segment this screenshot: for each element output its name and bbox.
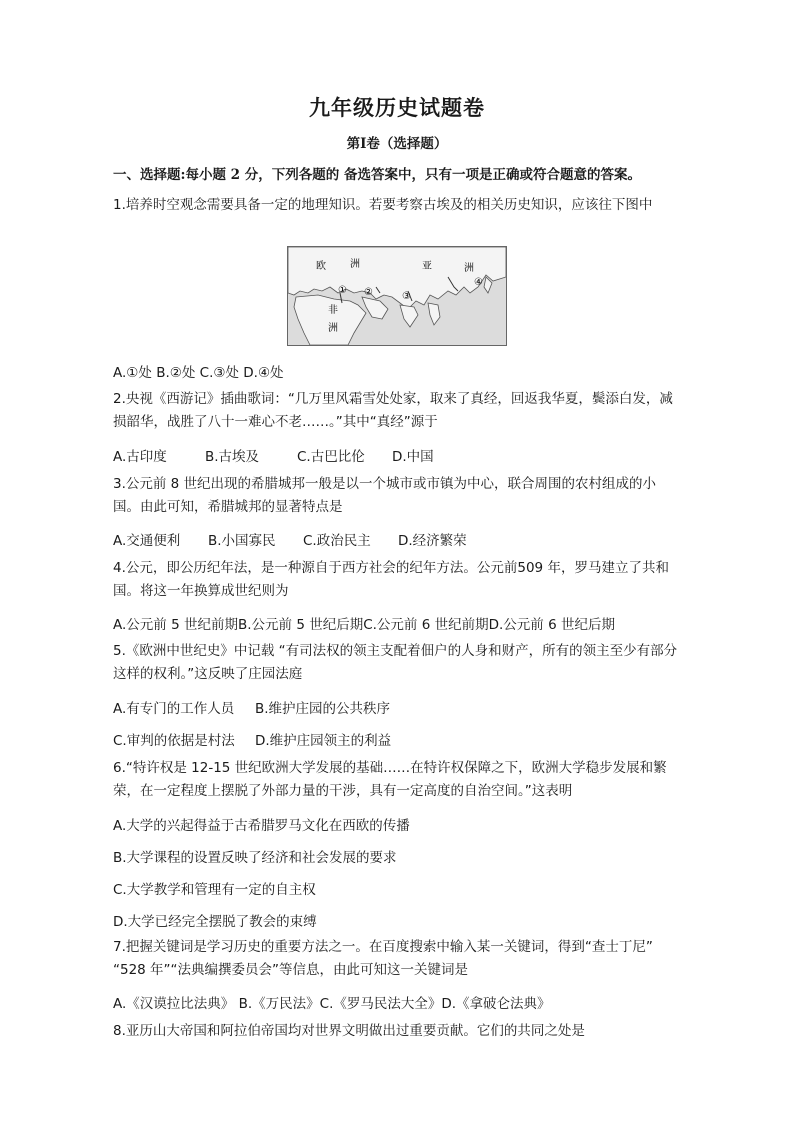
map-drawing (288, 247, 506, 345)
map-marker-3: ③ (402, 291, 411, 302)
question-4-options (113, 613, 615, 633)
q1-option-d[interactable]: D.④处 (243, 365, 284, 381)
q1-option-b[interactable]: B.②处 (156, 365, 200, 381)
question-7-options (113, 992, 551, 1012)
q3-option-a[interactable]: A.交通便利 (113, 533, 181, 549)
q3-option-b[interactable]: B.小国寡民 (208, 533, 276, 549)
map-marker-2: ② (364, 287, 373, 298)
q5-option-b[interactable]: B.维护庄园的公共秩序 (255, 701, 391, 717)
q7-option-a[interactable]: A.《汉谟拉比法典》 (113, 996, 235, 1012)
question-2-options (113, 445, 434, 465)
q3-option-c[interactable]: C.政治民主 (303, 533, 371, 549)
q6-option-a[interactable]: A.大学的兴起得益于古希腊罗马文化在西欧的传播 (113, 818, 410, 834)
world-map-figure (287, 246, 507, 346)
question-3-stem: 3.公元前 8 世纪出现的希腊城邦一般是以一个城市或市镇为中心，联合周围的农村组成的小 国。由此可知，希腊城邦的显著特点是 (113, 476, 657, 515)
q7-option-c[interactable]: C.《罗马民法大全》 (319, 996, 442, 1012)
q2-option-a[interactable]: A.古印度 (113, 449, 167, 465)
page-title: 九年级历史试题卷 (309, 95, 485, 120)
q1-option-c[interactable]: C.③处 (199, 365, 244, 381)
q2-option-b[interactable]: B.古埃及 (205, 449, 260, 465)
q5-option-d[interactable]: D.维护庄园领主的利益 (255, 733, 392, 749)
map-label-europe-2: 洲 (350, 259, 360, 270)
q5-option-a[interactable]: A.有专门的工作人员 (113, 701, 235, 717)
question-8-stem: 8.亚历山大帝国和阿拉伯帝国均对世界文明做出过重要贡献。它们的共同之处是 (113, 1023, 585, 1039)
map-label-asia-2: 洲 (464, 263, 474, 274)
question-5-options-row1 (113, 697, 390, 717)
q6-option-b[interactable]: B.大学课程的设置反映了经济和社会发展的要求 (113, 850, 397, 866)
q4-option-b[interactable]: B.公元前 5 世纪后期 (237, 617, 364, 633)
section-subtitle: 第Ⅰ卷（选择题） (346, 136, 448, 152)
q7-option-d[interactable]: D.《拿破仑法典》 (441, 996, 551, 1012)
section-instruction: 一、选择题:每小题 2 分，下列各题的 备选答案中，只有一项是正确或符合题意的答案。 (113, 167, 641, 183)
question-3-options (113, 529, 467, 549)
q3-option-d[interactable]: D.经济繁荣 (398, 533, 467, 549)
q2-option-c[interactable]: C.古巴比伦 (297, 449, 365, 465)
map-label-africa-1: 非 (328, 305, 338, 316)
q4-option-c[interactable]: C.公元前 6 世纪前期 (363, 617, 489, 633)
question-1-options (113, 361, 284, 381)
q1-option-a[interactable]: A.①处 (113, 365, 157, 381)
q5-option-c[interactable]: C.审判的依据是村法 (113, 733, 235, 749)
question-2-stem: 2.央视《西游记》插曲歌词：“几万里风霜雪处处家，取来了真经，回返我华夏，鬓添白发，减损韶华，战胜了八十一难心不老……。”其中“真经”源于 (113, 391, 673, 430)
question-7-stem: 7.把握关键词是学习历史的重要方法之一。在百度搜索中输入某一关键词，得到“查士丁尼” “528 年”“法典编撰委员会”等信息，由此可知这一关键词是 (113, 939, 653, 978)
map-label-europe-1: 欧 (316, 261, 326, 272)
q2-option-d[interactable]: D.中国 (392, 449, 434, 465)
map-marker-1: ① (338, 285, 347, 296)
map-label-asia-1: 亚 (422, 261, 432, 272)
question-6-stem: 6.“特许权是 12-15 世纪欧洲大学发展的基础……在特许权保障之下，欧洲大学稳步发展和繁荣，在一定程度上摆脱了外部力量的干涉，具有一定高度的自治空间。”这表明 (113, 760, 667, 799)
map-label-africa-2: 洲 (328, 323, 338, 334)
q6-option-c[interactable]: C.大学教学和管理有一定的自主权 (113, 882, 316, 898)
q7-option-b[interactable]: B.《万民法》 (238, 996, 320, 1012)
question-5-stem: 5.《欧洲中世纪史》中记载 “有司法权的领主支配着佃户的人身和财产，所有的领主至少有部分这样的权利。”这反映了庄园法庭 (113, 643, 678, 682)
question-5-options-row2 (113, 729, 391, 749)
question-1-stem: 1.培养时空观念需要具备一定的地理知识。若要考察古埃及的相关历史知识，应该往下图中 (113, 197, 653, 213)
map-marker-4: ④ (474, 277, 483, 288)
q4-option-d[interactable]: D.公元前 6 世纪后期 (488, 617, 615, 633)
q4-option-a[interactable]: A.公元前 5 世纪前期 (113, 617, 238, 633)
question-4-stem: 4.公元，即公历纪年法，是一种源自于西方社会的纪年方法。公元前509 年，罗马建立了共和国。将这一年换算成世纪则为 (113, 560, 669, 599)
q6-option-d[interactable]: D.大学已经完全摆脱了教会的束缚 (113, 914, 317, 930)
